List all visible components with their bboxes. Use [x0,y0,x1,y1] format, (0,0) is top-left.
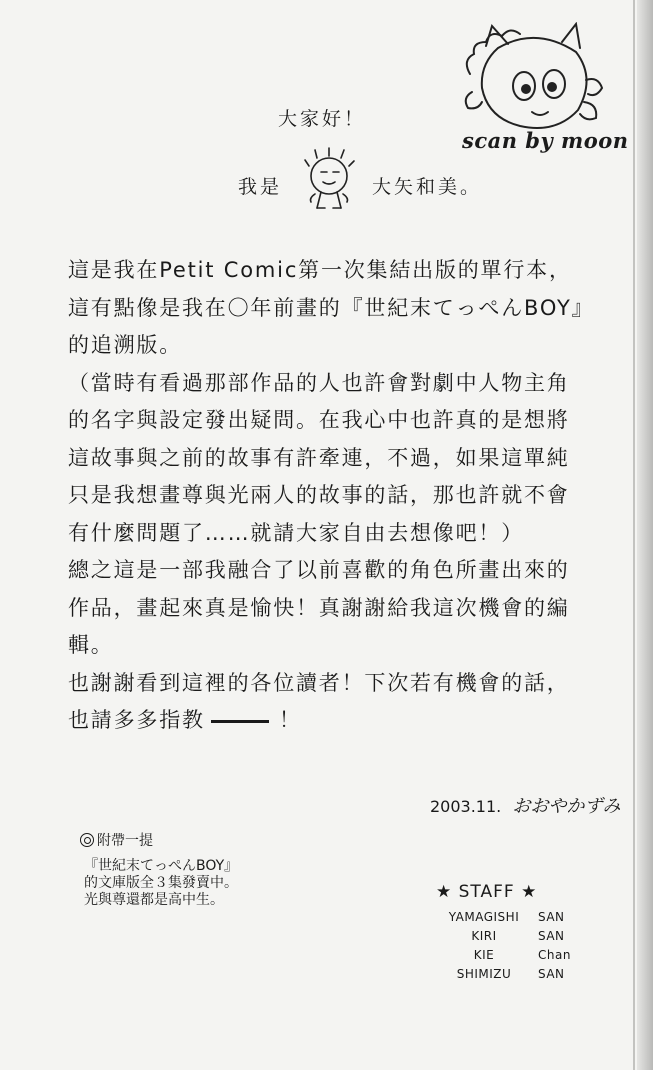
staff-heading: ★ STAFF ★ [436,882,538,902]
closing-exclamation: ！ [278,708,302,732]
body-line-8: 有什麼問題了……就請大家自由去想像吧！） [68,520,524,545]
body-line-11: 輯。 [68,633,114,657]
staff-name: KIRI [471,929,497,943]
closing-line [68,702,628,740]
greeting: 大家好！ [278,108,367,130]
long-dash [211,720,269,723]
body-line-7: 只是我想畫尊與光兩人的故事的話，那也許就不會 [68,483,570,507]
note-line-2: 的文庫版全３集發賣中。 [84,875,238,891]
date: 2003.11. [430,797,502,816]
body-line-12: 也謝謝看到這裡的各位讀者！下次若有機會的話， [68,670,570,695]
staff-row [430,908,578,927]
staff-row [430,946,578,965]
author-signature: おおやかずみ [512,796,621,817]
author-name: 大矢和美。 [372,176,483,198]
body-line-1: 這是我在Petit Comic第一次集結出版的單行本， [68,258,572,282]
staff-name: SHIMIZU [456,967,512,981]
staff-suffix: SAN [538,910,565,924]
body-line-9: 總之這是一部我融合了以前喜歡的角色所畫出來的 [68,558,570,582]
afterword-body [68,252,628,740]
body-line-10: 作品，畫起來真是愉快！真謝謝給我這次機會的編 [68,595,570,620]
note-line-3: 光與尊還都是高中生。 [84,892,224,908]
body-line-2: 這有點像是我在〇年前畫的『世紀末てっぺんBOY』 [68,295,595,320]
author-self-portrait-doodle [297,146,361,216]
body-line-3: 的追溯版。 [68,333,182,357]
body-line-6: 這故事與之前的故事有許牽連，不過，如果這單純 [68,445,570,470]
scan-credit: scan by moon [462,128,629,153]
staff-name: KIE [473,948,495,962]
note-body [84,858,238,909]
note-heading-text: 附帶一提 [97,833,153,849]
spiral-icon [80,833,94,847]
page-edge [637,0,653,1070]
staff-row [430,927,578,946]
closing-text: 也請多多指教 [68,708,205,732]
intro-prefix: 我是 [238,176,283,198]
staff-credits [430,908,578,984]
date-signature [430,792,620,818]
staff-name: YAMAGISHI [448,910,520,924]
staff-suffix: SAN [538,929,565,943]
cat-mascot-illustration [458,22,608,142]
body-line-5: 的名字與設定發出疑問。在我心中也許真的是想將 [68,408,570,432]
staff-suffix: SAN [538,967,565,981]
staff-suffix: Chan [538,948,571,962]
staff-row [430,965,578,984]
note-line-1: 『世紀末てっぺんBOY』 [84,858,239,874]
page-fold-shadow [633,0,635,1070]
note-heading [80,830,153,850]
body-line-4: （當時有看過那部作品的人也許會對劇中人物主角 [68,370,570,395]
